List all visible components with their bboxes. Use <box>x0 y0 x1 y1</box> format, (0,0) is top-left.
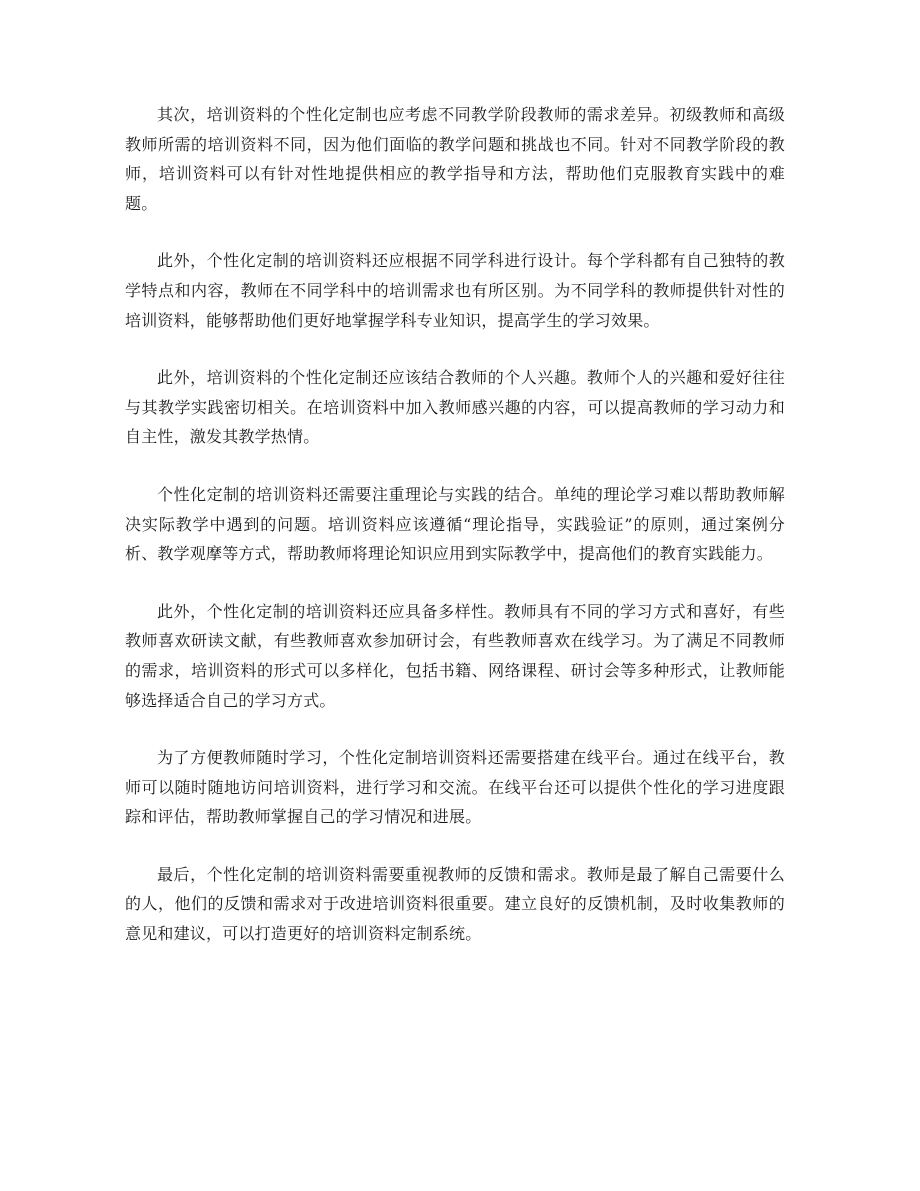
paragraph-3: 此外，培训资料的个性化定制还应该结合教师的个人兴趣。教师个人的兴趣和爱好往往与其教学实践密切相关。在培训资料中加入教师感兴趣的内容，可以提高教师的学习动力和自主性，激发其教学热情。 <box>125 368 785 447</box>
paragraph-6: 为了方便教师随时学习，个性化定制培训资料还需要搭建在线平台。通过在线平台，教师可以随时随地访问培训资料，进行学习和交流。在线平台还可以提供个性化的学习进度跟踪和评估，帮助教师掌握自己的学习情况和进展。 <box>125 748 785 827</box>
paragraph-4: 个性化定制的培训资料还需要注重理论与实践的结合。单纯的理论学习难以帮助教师解决实际教学中遇到的问题。培训资料应该遵循“理论指导，实践验证”的原则，通过案例分析、教学观摩等方式，帮助教师将理论知识应用到实际教学中，提高他们的教育实践能力。 <box>125 484 785 564</box>
paragraph-1: 其次，培训资料的个性化定制也应考虑不同教学阶段教师的需求差异。初级教师和高级教师所需的培训资料不同，因为他们面临的教学问题和挑战也不同。针对不同教学阶段的教师，培训资料可以有针对性地提供相应的教学指导和方法，帮助他们克服教育实践中的难题。 <box>125 105 785 213</box>
paragraph-2: 此外，个性化定制的培训资料还应根据不同学科进行设计。每个学科都有自己独特的教学特点和内容，教师在不同学科中的培训需求也有所区别。为不同学科的教师提供针对性的培训资料，能够帮助他们更好地掌握学科专业知识，提高学生的学习效果。 <box>125 251 785 330</box>
paragraph-7: 最后，个性化定制的培训资料需要重视教师的反馈和需求。教师是最了解自己需要什么的人，他们的反馈和需求对于改进培训资料很重要。建立良好的反馈机制，及时收集教师的意见和建议，可以打造更好的培训资料定制系统。 <box>125 864 785 944</box>
document-body <box>125 100 785 977</box>
paragraph-5: 此外，个性化定制的培训资料还应具备多样性。教师具有不同的学习方式和喜好，有些教师喜欢研读文献，有些教师喜欢参加研讨会，有些教师喜欢在线学习。为了满足不同教师的需求，培训资料的形式可以多样化，包括书籍、网络课程、研讨会等多种形式，让教师能够选择适合自己的学习方式。 <box>125 601 785 710</box>
